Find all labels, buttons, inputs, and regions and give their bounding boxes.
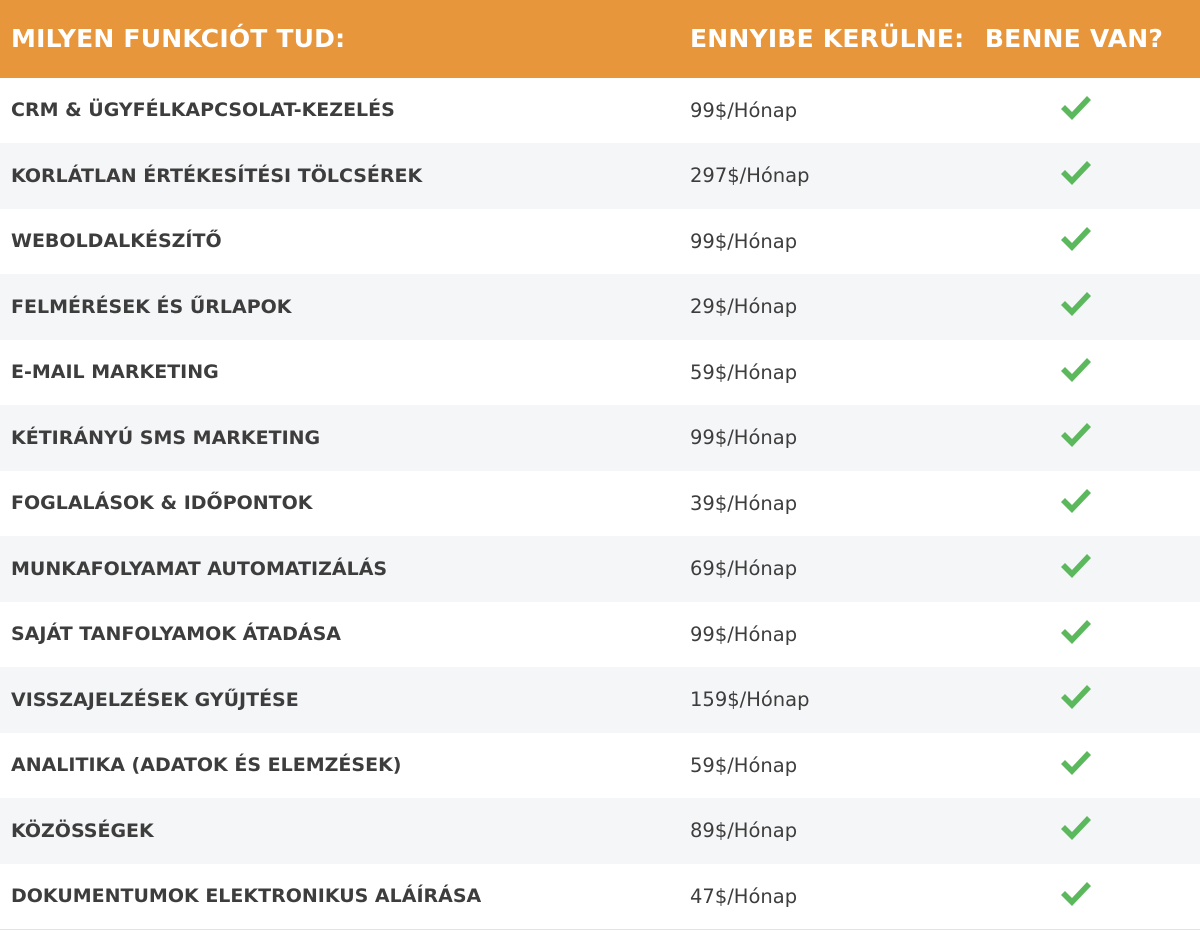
feature-name: FELMÉRÉSEK ÉS ŰRLAPOK [11,295,292,318]
table-row [0,209,1200,275]
table-row [0,864,1200,930]
feature-name: CRM & ÜGYFÉLKAPCSOLAT-KEZELÉS [11,99,395,122]
feature-price: 99$/Hónap [690,426,798,450]
feature-name: SAJÁT TANFOLYAMOK ÁTADÁSA [11,623,341,646]
feature-name: KORLÁTLAN ÉRTÉKESÍTÉSI TÖLCSÉREK [11,164,423,187]
feature-price: 99$/Hónap [690,98,798,122]
feature-price: 69$/Hónap [690,557,798,581]
feature-name: WEBOLDALKÉSZÍTŐ [11,230,222,253]
table-row [0,143,1200,209]
check-icon [1059,682,1093,712]
feature-price: 99$/Hónap [690,229,798,253]
table-row [0,274,1200,340]
feature-price: 159$/Hónap [690,688,810,712]
included-cell [978,224,1200,259]
check-icon [1059,813,1093,843]
check-icon [1059,224,1093,254]
feature-price: 29$/Hónap [690,295,798,319]
feature-name: E-MAIL MARKETING [11,361,219,384]
included-cell [978,420,1200,455]
feature-name: ANALITIKA (ADATOK ÉS ELEMZÉSEK) [11,754,402,777]
check-icon [1059,420,1093,450]
table-row [0,798,1200,864]
table-row [0,536,1200,602]
included-cell [978,93,1200,128]
table-header [0,0,1200,78]
feature-price: 47$/Hónap [690,884,798,908]
check-icon [1059,748,1093,778]
feature-price: 89$/Hónap [690,819,798,843]
feature-name: DOKUMENTUMOK ELEKTRONIKUS ALÁÍRÁSA [11,885,482,908]
table-row [0,733,1200,799]
included-cell [978,617,1200,652]
table-row [0,78,1200,144]
included-cell [978,289,1200,324]
feature-price: 59$/Hónap [690,360,798,384]
feature-name: MUNKAFOLYAMAT AUTOMATIZÁLÁS [11,557,388,580]
feature-price: 99$/Hónap [690,622,798,646]
table-row [0,667,1200,733]
table-row [0,602,1200,668]
feature-price: 59$/Hónap [690,753,798,777]
table-row [0,471,1200,537]
table-body [0,78,1200,930]
check-icon [1059,551,1093,581]
feature-price: 297$/Hónap [690,164,810,188]
check-icon [1059,879,1093,909]
check-icon [1059,93,1093,123]
check-icon [1059,486,1093,516]
included-cell [978,682,1200,717]
header-price: ENNYIBE KERÜLNE: [690,24,965,54]
feature-name: KÉTIRÁNYÚ SMS MARKETING [11,426,321,449]
included-cell [978,158,1200,193]
included-cell [978,879,1200,914]
check-icon [1059,355,1093,385]
header-included: BENNE VAN? [984,24,1164,54]
included-cell [978,355,1200,390]
feature-name: VISSZAJELZÉSEK GYŰJTÉSE [11,688,299,711]
included-cell [978,551,1200,586]
header-feature: MILYEN FUNKCIÓT TUD: [11,24,346,54]
feature-name: FOGLALÁSOK & IDŐPONTOK [11,492,313,515]
check-icon [1059,158,1093,188]
feature-price: 39$/Hónap [690,491,798,515]
table-row [0,340,1200,406]
check-icon [1059,289,1093,319]
table-row [0,405,1200,471]
included-cell [978,486,1200,521]
included-cell [978,813,1200,848]
included-cell [978,748,1200,783]
check-icon [1059,617,1093,647]
feature-name: KÖZÖSSÉGEK [11,819,154,842]
